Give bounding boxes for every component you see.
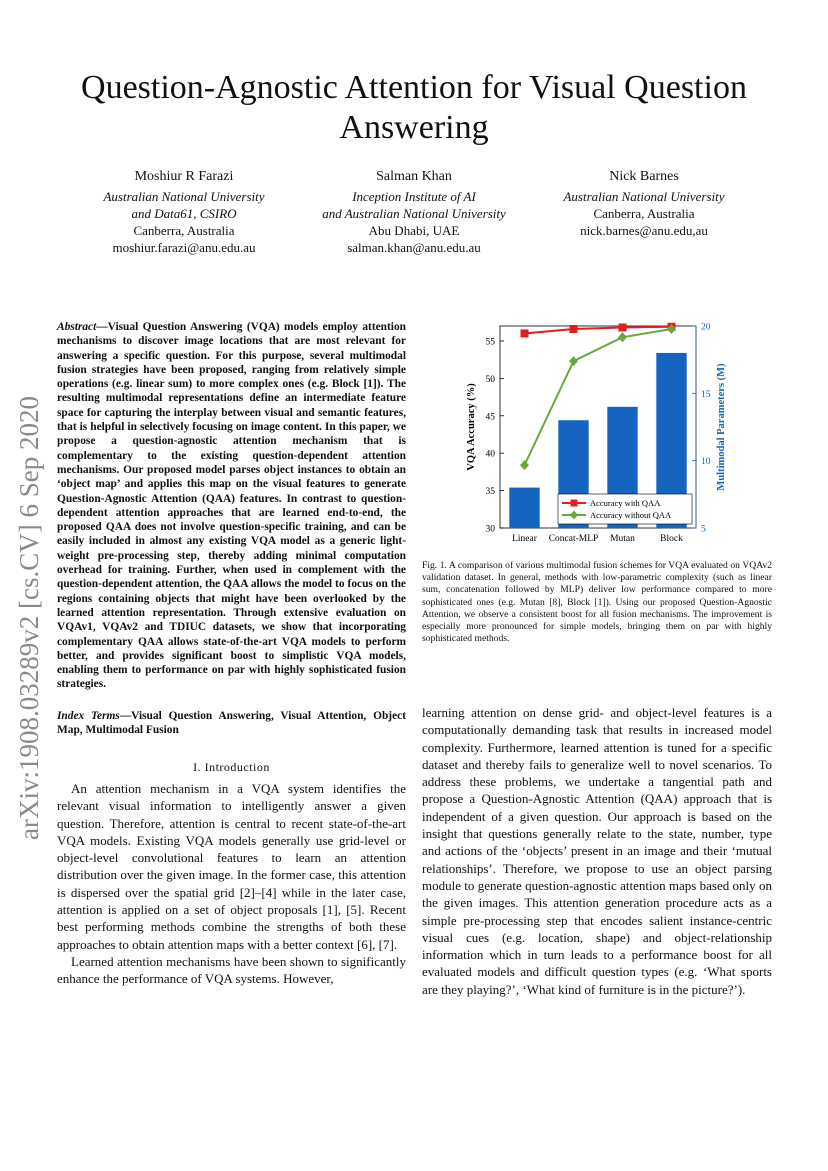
figure-caption: Fig. 1. A comparison of various multimodal fusion schemes for VQA evaluated on VQAv2 validation dataset. In general, methods with low-parametric complexity (such as linear sum, concatenation followed by MLP) deliver low performance compared to more sophisticated ones (e.g. Mutan [8], Block [1]). Using our proposed Question-Agnostic Attention, we observe a consistent boost for all fusion mechanisms. The improvement is especially more pronounced for simple models, bringing them on par with highly sophisticated methods. (422, 560, 772, 645)
author-name: Nick Barnes (609, 169, 679, 184)
category-label: Mutan (610, 534, 635, 544)
data-point (619, 323, 627, 331)
author-block (60, 168, 768, 264)
author-name: Salman Khan (376, 169, 452, 184)
left-tick-label: 30 (485, 524, 495, 535)
right-tick-label: 15 (701, 389, 711, 400)
author-affiliation: Australian National University (103, 189, 265, 204)
author-affiliation: and Australian National University (322, 206, 506, 221)
data-point (569, 356, 578, 366)
author-affiliation: Australian National University (563, 189, 725, 204)
category-label: Concat-MLP (548, 534, 599, 544)
legend-label: Accuracy with QAA (590, 498, 661, 508)
left-tick-label: 55 (485, 337, 495, 348)
author-location: Canberra, Australia (593, 206, 695, 221)
data-point (520, 460, 529, 470)
right-column-text (422, 704, 772, 998)
abstract-text: —Visual Question Answering (VQA) models employ attention mechanisms to discover image locations that are most relevant for answering a specific question. For this purpose, several multimodal fusion strategies have been proposed, ranging from relatively simple operations (e.g. linear sum) to more complex ones (e.g. Block [1]). The resulting multimodal representations define an intermediate feature space for capturing the interplay between visual and semantic features, that is helpful in selectively focusing on image content. In this paper, we propose a question-agnostic attention mechanism that is complementary to the existing question-dependent attention mechanisms. Our proposed model parses object instances to obtain an ‘object map’ and applies this map on the visual features to generate Question-Agnostic Attention (QAA) features. In contrast to question-dependent attention approaches that are learned end-to-end, the proposed QAA does not involve question-specific training, and can be easily included in almost any existing VQA model as a generic light-weight pre-processing step, thereby adding minimal computation overhead for training. Further, when used in complement with the question-dependent attention, the QAA allows the model to focus on the regions containing objects that might have been overlooked by the learned attention representation. Through extensive evaluation on VQAv1, VQAv2 and TDIUC datasets, we show that incorporating complementary QAA allows state-of-the-art VQA models to perform better, and provides significant boost to simplistic VQA models, enabling them to performance on par with highly sophisticated fusion strategies. (57, 321, 406, 691)
data-point (618, 332, 627, 342)
y2-axis-label: Multimodal Parameters (M) (716, 363, 727, 491)
paragraph: Learned attention mechanisms have been shown to significantly enhance the performance of VQA systems. However, (57, 953, 406, 987)
right-tick-label: 5 (701, 524, 706, 535)
paragraph: An attention mechanism in a VQA system identifies the relevant visual information to intelligently answer a given question. Therefore, attention is central to recent state-of-the-art VQA models. Existing VQA models generally use grid-level or object-level convolutional features to learn an attention distribution over the given image. In the former case, this attention is dispersed over the spatial grid [2]–[4] while in the later case, attention is applied on a set of object proposals [1], [5]. Recent best performing methods combine the strengths of both these approaches to obtain attention maps with a better context [6], [7]. (57, 781, 406, 952)
series-line (525, 329, 672, 465)
author-3 (524, 168, 764, 239)
author-email[interactable]: moshiur.farazi@anu.edu.au (112, 240, 256, 255)
right-tick-label: 20 (701, 322, 711, 333)
left-tick-label: 40 (485, 449, 495, 460)
data-point (521, 329, 529, 337)
author-affiliation: Inception Institute of AI (352, 189, 476, 204)
arxiv-id: arXiv:1908.03289v2 [cs.CV] 6 Sep 2020 (14, 396, 44, 840)
introduction-text (57, 780, 406, 988)
author-email[interactable]: salman.khan@anu.edu.au (347, 240, 481, 255)
data-point (570, 325, 578, 333)
author-1 (64, 168, 304, 256)
abstract (57, 320, 406, 692)
left-tick-label: 35 (485, 487, 495, 498)
author-location: Abu Dhabi, UAE (368, 223, 460, 238)
legend-label: Accuracy without QAA (590, 510, 672, 520)
bar (509, 488, 539, 528)
author-location: Canberra, Australia (133, 223, 235, 238)
index-terms-text: —Visual Question Answering, Visual Attention, Object Map, Multimodal Fusion (57, 710, 406, 737)
author-email[interactable]: nick.barnes@anu.edu,au (580, 223, 708, 238)
fusion-comparison-chart (458, 316, 758, 548)
author-affiliation: and Data61, CSIRO (131, 206, 237, 221)
legend-marker (571, 500, 578, 507)
left-tick-label: 45 (485, 412, 495, 423)
category-label: Linear (512, 534, 537, 544)
abstract-lead: Abstract (57, 321, 97, 333)
paragraph: learning attention on dense grid- and object-level features is a computationally demanding task that results in increased model complexity. Furthermore, learned attention is tuned for a specific dataset and thereby fails to generalize well to novel scenarios. To address these problems, we undertake a tangential path and propose a Question-Agnostic Attention (QAA) approach that is independent of a given question. Our approach is based on the insight that questions generally relate to the state, number, type and actions of the ‘objects’ present in an image and their ‘mutual relationships’. Therefore, we propose to use an object parsing module to generate question-agnostic attention maps based only on the given images. This attention generation procedure acts as a simple pre-processing step that encodes salient instance-centric visual cues (e.g. location, shape) and object-relationship information which in turn leads to a performance boost for all evaluated models and difficult question types (e.g. ‘What sports are they playing?’, ‘What kind of furniture is in the picture?’). (422, 705, 772, 997)
index-terms (57, 709, 406, 738)
author-2 (294, 168, 534, 256)
left-tick-label: 50 (485, 374, 495, 385)
author-name: Moshiur R Farazi (134, 169, 234, 184)
index-terms-lead: Index Terms (57, 710, 120, 722)
category-label: Block (660, 534, 683, 544)
right-tick-label: 10 (701, 457, 711, 468)
y-axis-label: VQA Accuracy (%) (466, 383, 477, 471)
paper-title: Question-Agnostic Attention for Visual Question Answering (81, 69, 747, 146)
section-heading: I. Introduction (193, 760, 270, 774)
